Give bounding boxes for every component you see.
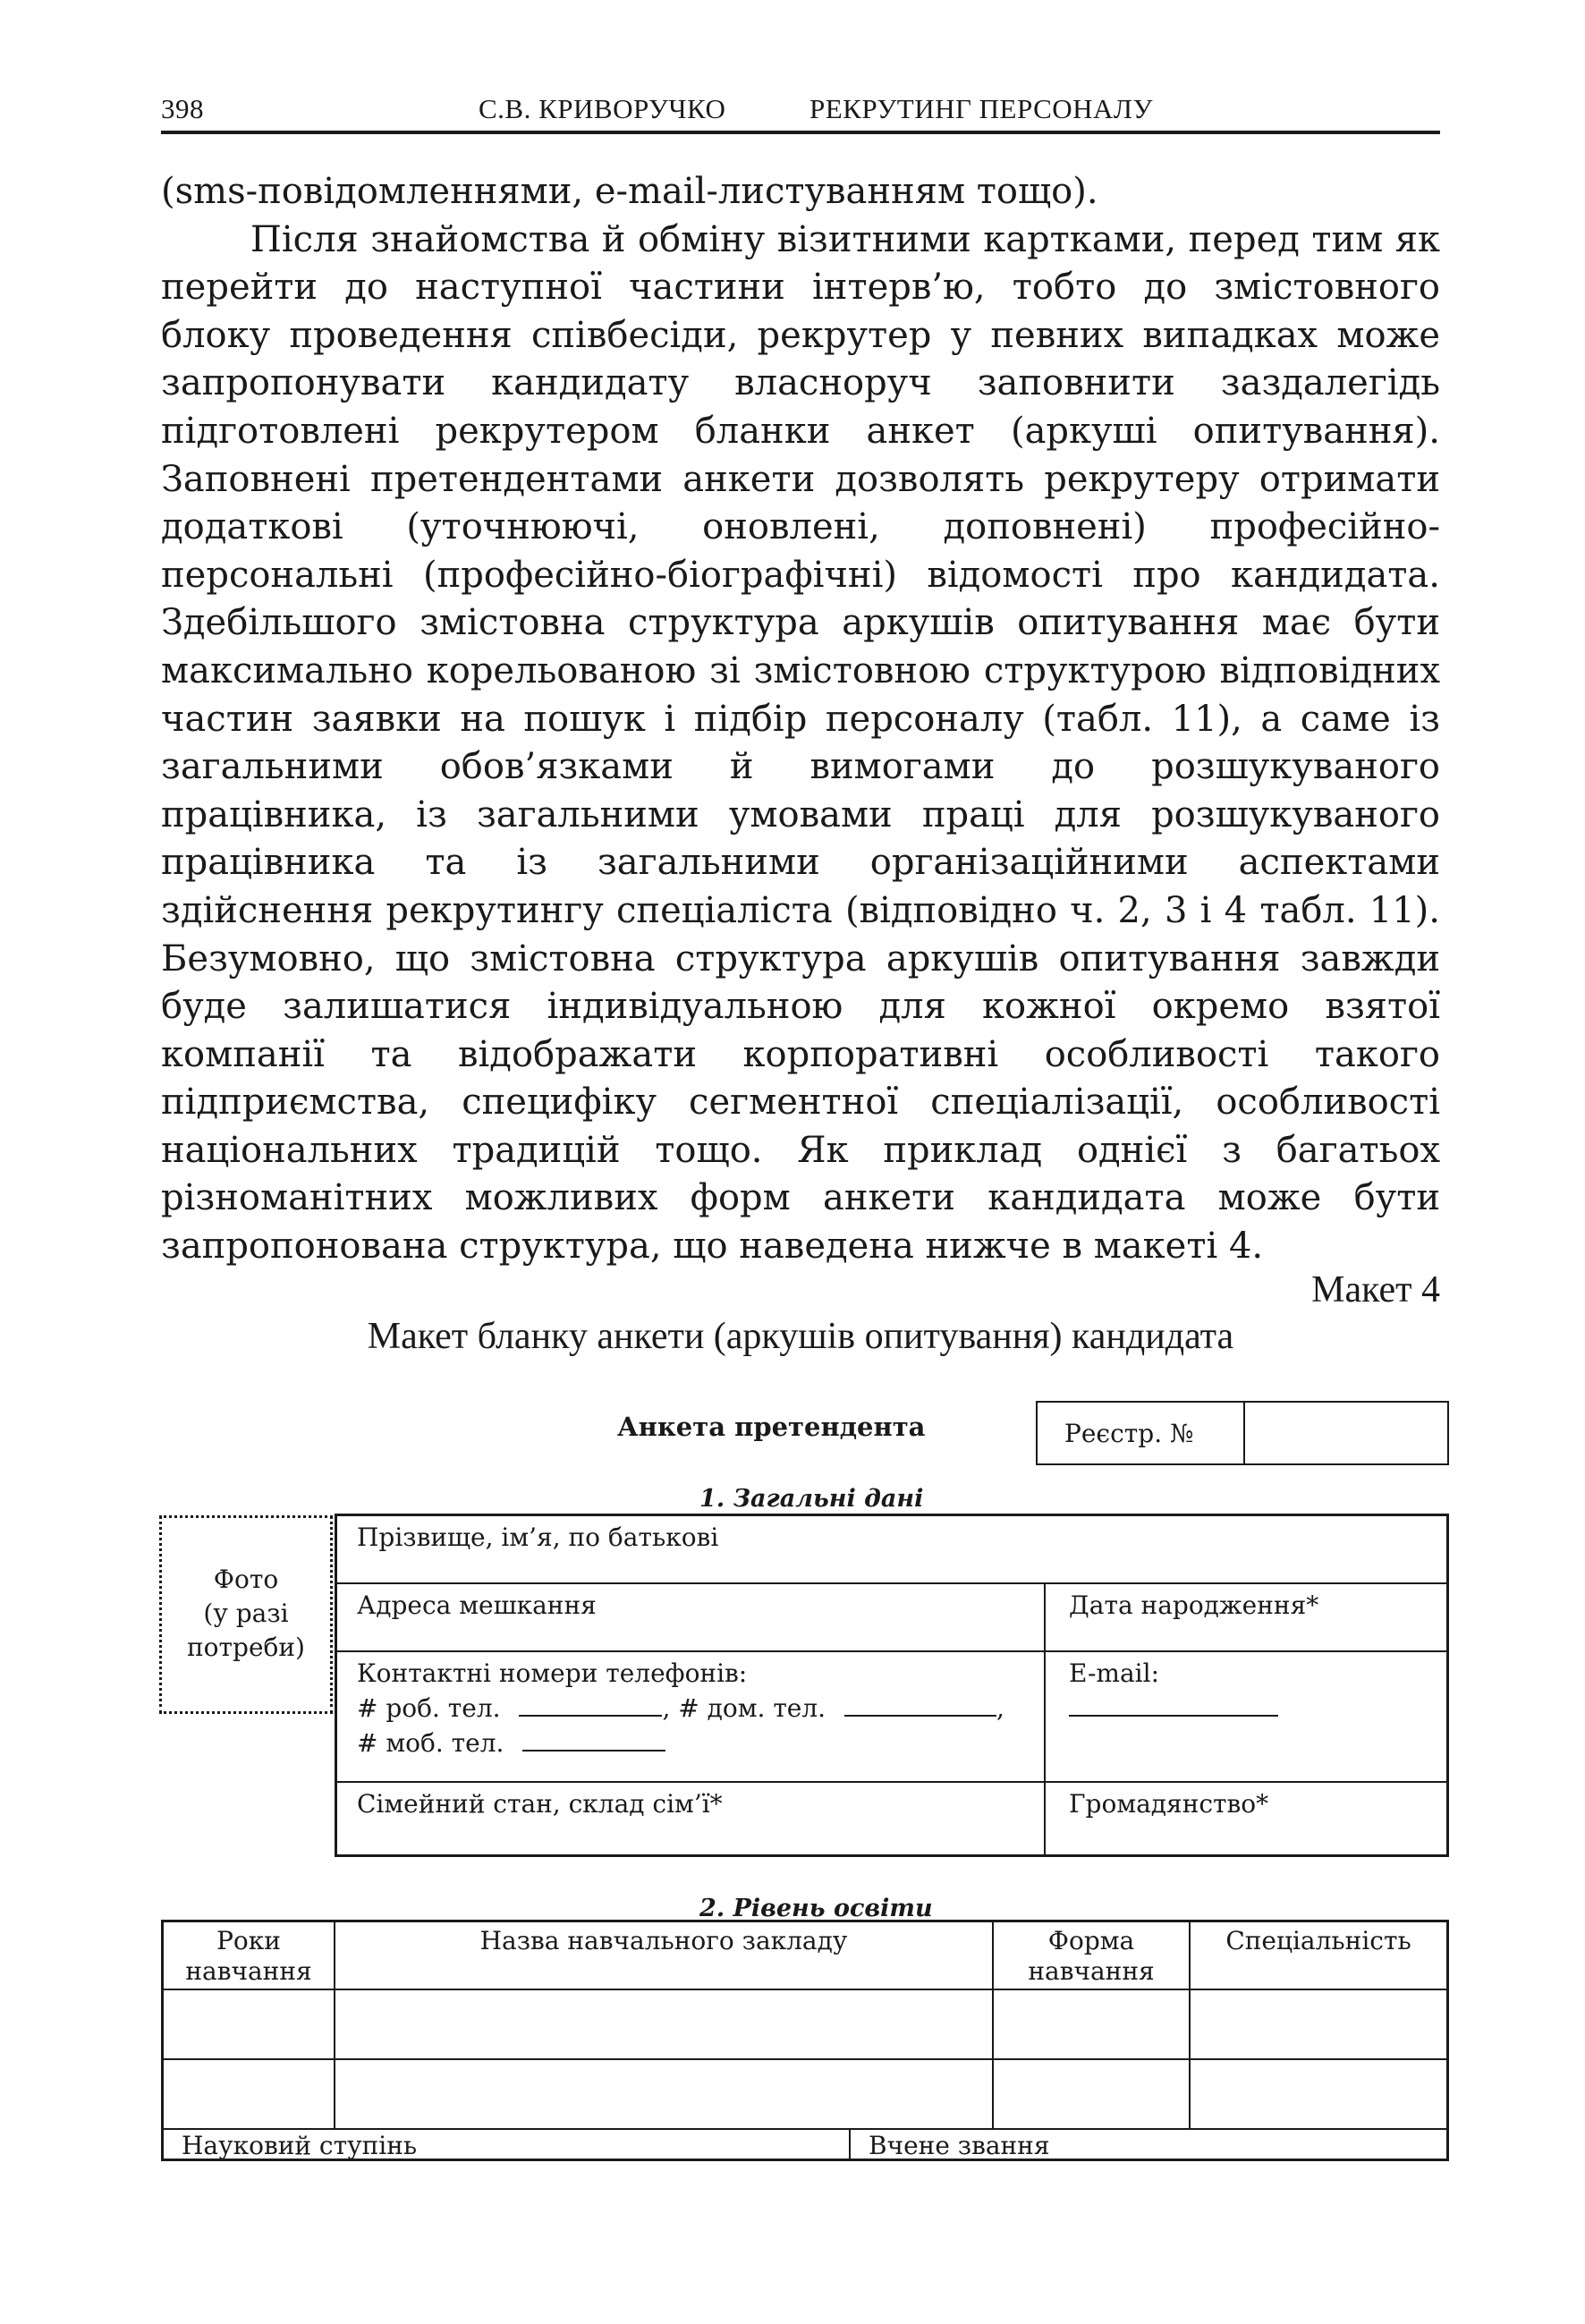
mobile-phone-label: # моб. тел. [357,1728,504,1758]
col-header-years [164,1922,334,1987]
citizenship-label: Громадянство* [1069,1789,1269,1819]
email-blank [1069,1690,1278,1717]
phones-line-1: # роб. тел. , # дом. тел. , [357,1690,1044,1725]
col-header-years-line2: навчання [185,1956,312,1986]
mobile-phone-blank [522,1725,665,1751]
header-rule [161,131,1440,134]
section-general-title: 1. Загальні дані [699,1485,924,1513]
column-divider [1189,1922,1191,2128]
row-divider [164,2128,1446,2130]
header-author: С.В. КРИВОРУЧКО [479,93,726,124]
col-header-years-line1: Роки [216,1926,281,1955]
family-cell [337,1783,1044,1854]
citizenship-cell [1046,1783,1446,1854]
family-label: Сімейний стан, склад сім’ї* [357,1789,723,1819]
col-header-specialty-label: Спеціальність [1225,1926,1411,1955]
full-name-cell [337,1516,1446,1582]
col-header-specialty [1191,1922,1446,1956]
maket-caption: Макет бланку анкети (аркушів опитування) кандидата [367,1316,1234,1357]
full-name-label: Прізвище, ім’я, по батькові [357,1522,719,1552]
column-divider [1044,1584,1046,1854]
paragraph-main: Після знайомства й обміну візитними картками, перед тим як перейти до наступної частини інтерв’ю, тобто до змістовного блоку проведення співбесіди, рекрутер у певних випадках може запропонувати кандидату власноруч заповнити заздалегідь підготовлені рекрутером бланки анкет (аркуші опитування). Заповнені претендентами анкети дозволять рекрутеру отримати додаткові (уточнюючі, оновлені, доповнені) професійно-персональні (професійно-біографічні) відомості про кандидата. Здебільшого змістовна структура аркушів опитування має бути максимально корельованою зі змістовною структурою відповідних частин заявки на пошук і підбір персоналу (табл. 11), а саме із загальними обов’язками й вимогами до розшукуваного працівника, із загальними умовами праці для розшукуваного працівника та із загальними організаційними аспектами здійснення рекрутингу спеціаліста (відповідно ч. 2, 3 і 4 табл. 11). Безумовно, що змістовна структура аркушів опитування завжди буде залишатися індивідуальною для кожної окремо взятої компанії та відображати корпоративні особливості такого підприємства, специфіку сегментної спеціалізації, особливості національних традицій тощо. Як приклад однієї з багатьох різноманітних можливих форм анкети кандидата може бути запропонована структура, що наведена нижче в макеті 4. [161,218,1440,1268]
work-phone-label: # роб. тел. [357,1693,501,1723]
col-header-institution-label: Назва навчального закладу [479,1926,848,1955]
register-label: Реєстр. № [1038,1403,1245,1463]
section-education-title: 2. Рівень освіти [699,1895,933,1922]
degree-label: Науковий ступінь [182,2131,418,2160]
paragraph-continued: (sms-повідомленнями, e-mail-листуванням тощо). [161,171,1098,212]
form-title: Анкета претендента [617,1412,926,1442]
col-header-form-line2: навчання [1028,1956,1155,1986]
body-text [161,168,1440,1271]
academic-title-label: Вчене звання [869,2131,1050,2160]
phones-line-2 [357,1725,1044,1760]
photo-label-line1: Фото [213,1565,279,1594]
academic-title-cell [851,2132,1459,2160]
email-label: E-mail: [1069,1658,1160,1688]
education-table [161,1920,1449,2161]
general-data-table [335,1514,1449,1857]
degree-cell [164,2132,861,2160]
home-phone-label: # дом. тел. [678,1693,826,1723]
register-number-box [1036,1401,1449,1465]
row-divider [164,1989,1446,1990]
row-divider [164,2058,1446,2060]
col-header-form-line1: Форма [1047,1926,1135,1955]
home-phone-blank [844,1690,996,1717]
photo-placeholder [159,1515,333,1714]
photo-label-line3: потреби) [187,1633,305,1662]
page-number: 398 [161,93,204,124]
address-label: Адреса мешкання [357,1590,597,1620]
phones-cell [337,1652,1044,1781]
running-header [161,89,1440,131]
phones-label: Контактні номери телефонів: [357,1658,748,1688]
photo-label-line2: (у разі [203,1599,289,1628]
col-header-form [994,1922,1189,1987]
column-divider [334,1922,335,2128]
register-value-field [1245,1403,1447,1463]
work-phone-blank [519,1690,662,1717]
birth-date-label: Дата народження* [1069,1590,1319,1620]
birth-date-cell [1046,1584,1446,1650]
address-cell [337,1584,1044,1650]
email-cell [1046,1652,1446,1781]
column-divider [992,1922,994,2128]
header-book-title: РЕКРУТИНГ ПЕРСОНАЛУ [809,93,1153,124]
maket-label: Макет 4 [1311,1269,1440,1310]
col-header-institution [335,1922,992,1956]
